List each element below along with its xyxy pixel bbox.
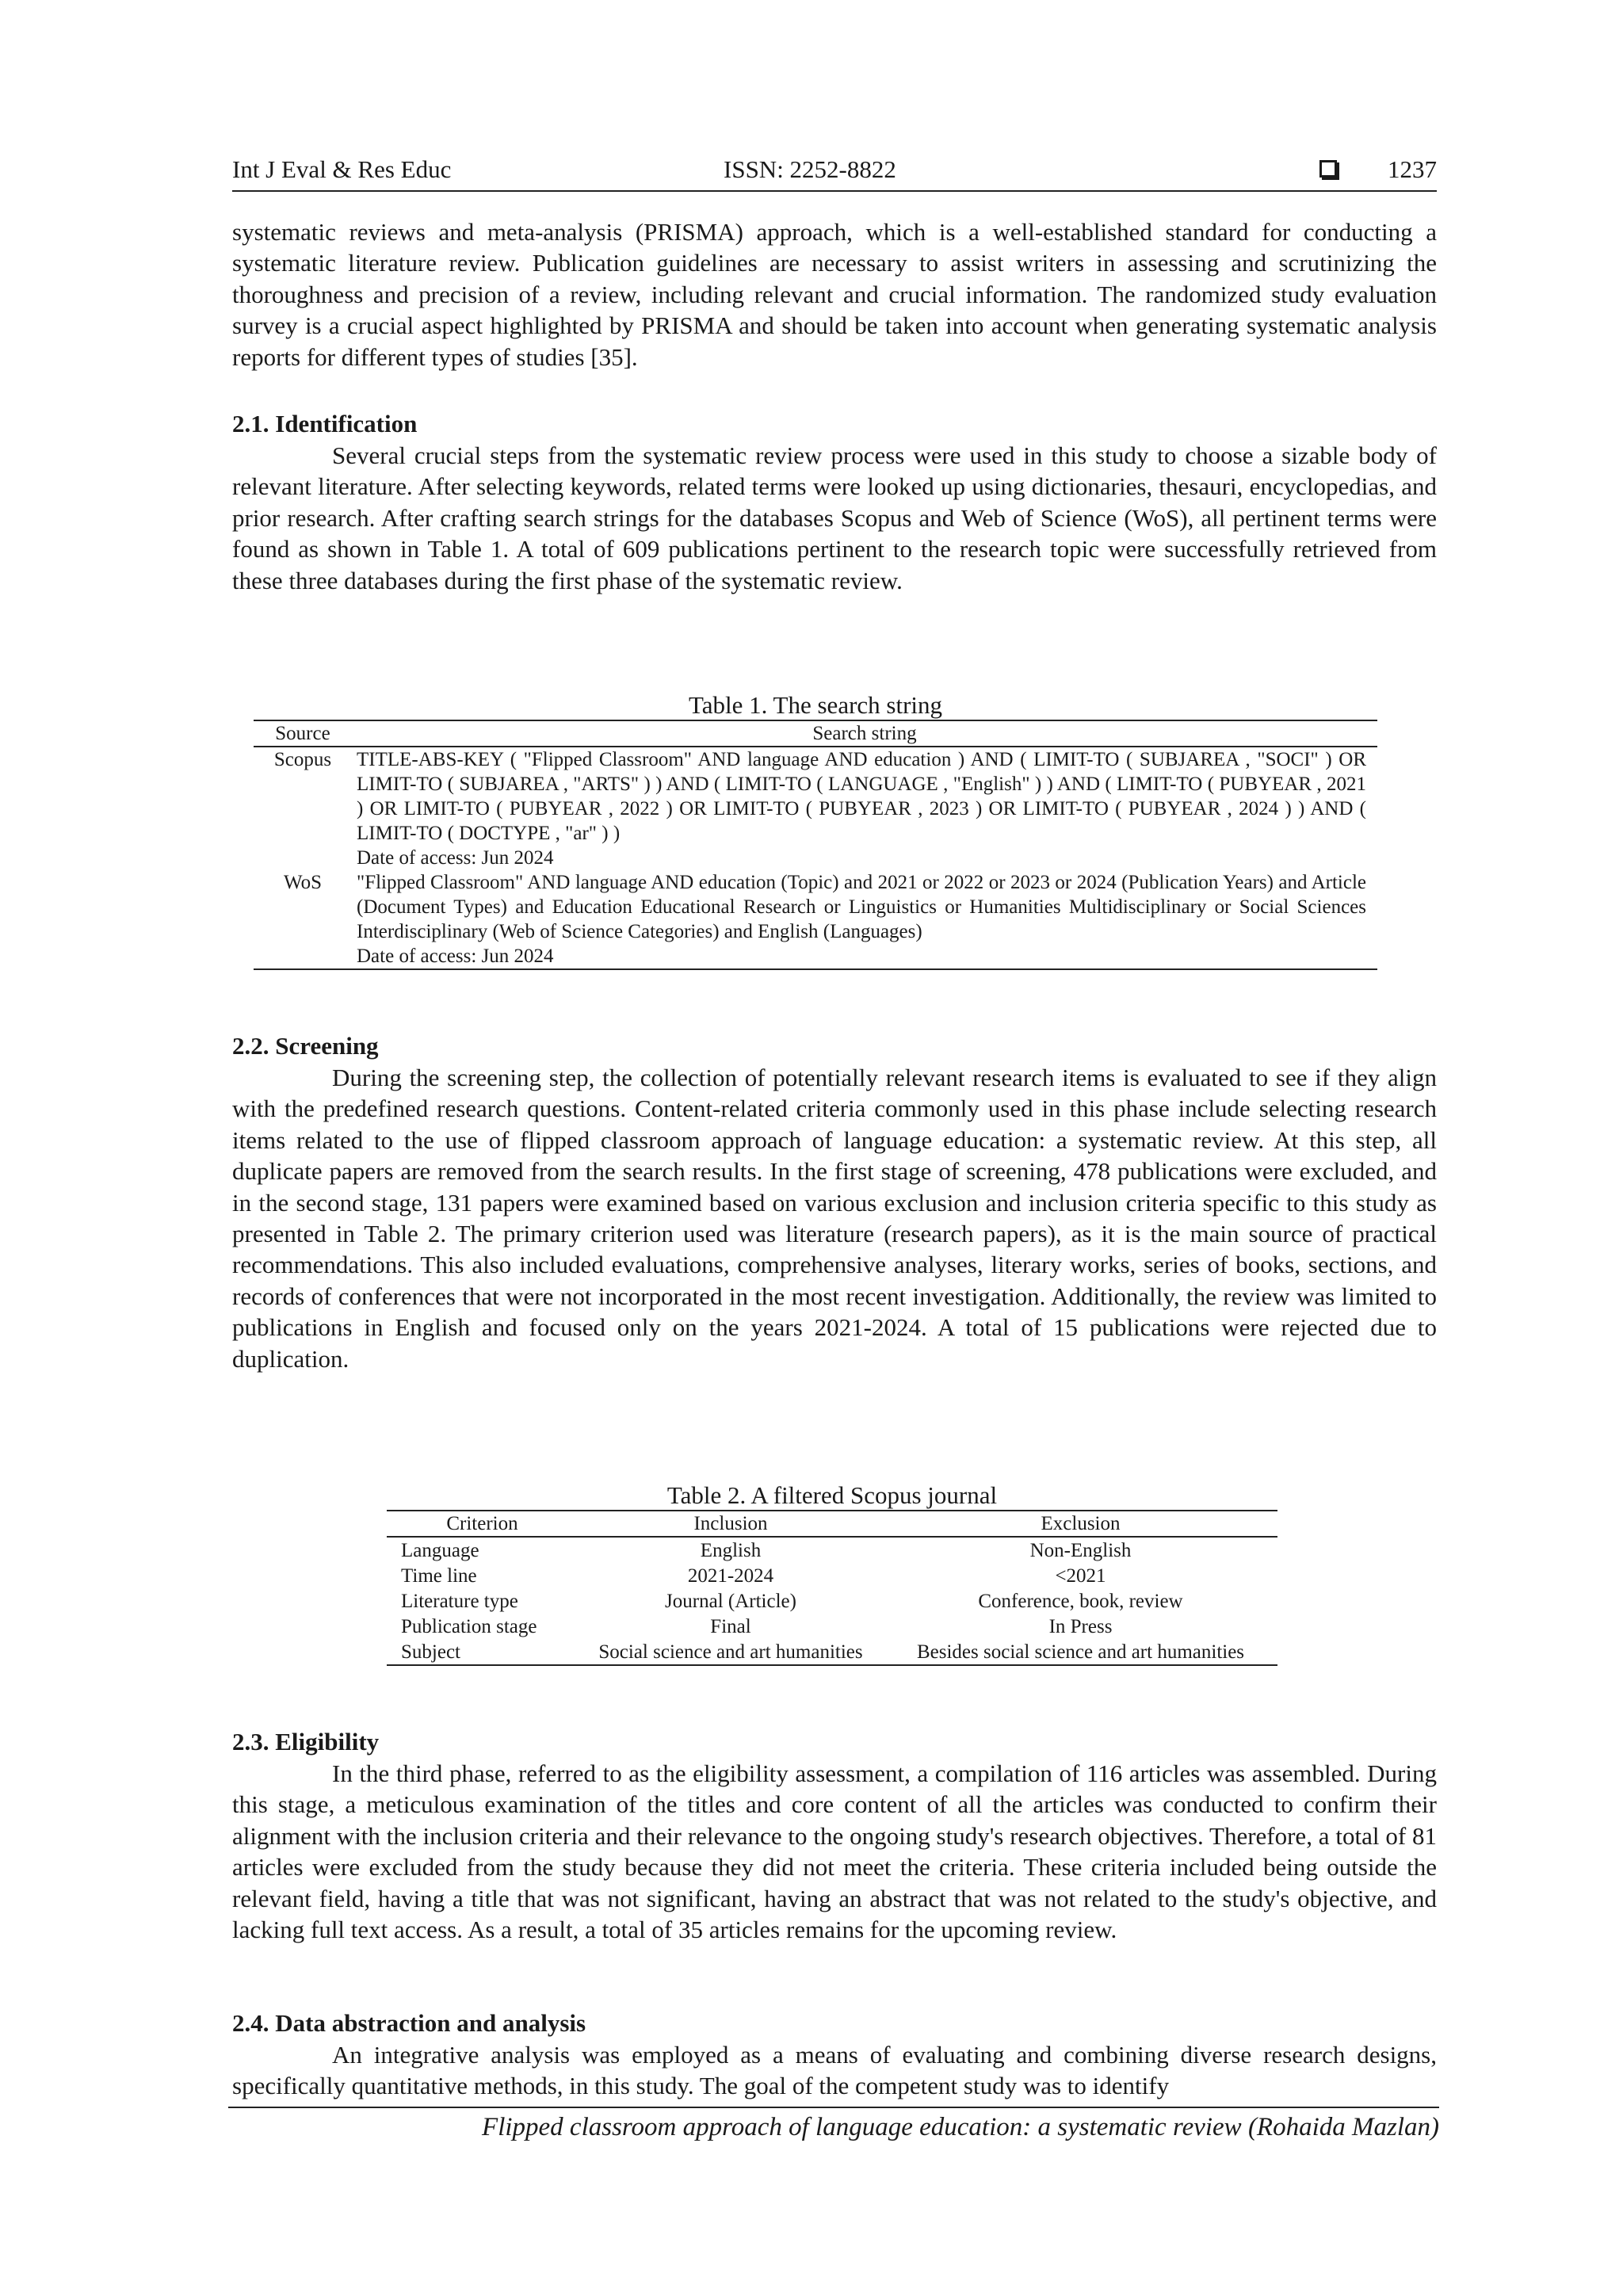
table-cell: Publication stage [401, 1615, 537, 1637]
table-cell-source: Scopus [273, 749, 332, 770]
access-date-text: Date of access: Jun 2024 [357, 946, 554, 967]
section-abstraction [232, 2008, 1437, 2102]
intro-block [232, 216, 1437, 372]
table-cell: Non-English [1029, 1539, 1132, 1561]
table-header-cell: Exclusion [884, 1511, 1277, 1537]
table-cell-source: WoS [284, 872, 322, 893]
search-string-text: "Flipped Classroom" AND language AND education (Topic) and 2021 or 2022 or 2023 or 2024 (Publication Years) and Article (Document Types) and Education Educational Research or Linguistics or Humanities Multidisciplinary or Social Sciences Interdisciplinary (Web of Science Categories) and English (Languages) [357, 872, 1366, 942]
intro-paragraph: systematic reviews and meta-analysis (PRISMA) approach, which is a well-established standard for conducting a systematic literature review. Publication guidelines are necessary to assist writers in assessing and scrutinizing the thoroughness and precision of a review, including relevant and crucial information. The randomized study evaluation survey is a crucial aspect highlighted by PRISMA and should be taken into account when generating systematic analysis reports for different types of studies [35]. [232, 218, 1437, 371]
table-cell: <2021 [1055, 1564, 1106, 1587]
table-row [387, 1563, 1277, 1588]
section-heading-eligibility: 2.3. Eligibility [232, 1728, 380, 1755]
search-string-text: TITLE-ABS-KEY ( "Flipped Classroom" AND language AND education ) AND ( LIMIT-TO ( SUBJAREA , "SOCI" ) OR LIMIT-TO ( SUBJAREA , "ARTS" ) ) AND ( LIMIT-TO ( LANGUAGE , "English" ) ) AND ( LIMIT-TO ( PUBYEAR , 2021 ) OR LIMIT-TO ( PUBYEAR , 2022 ) OR LIMIT-TO ( PUBYEAR , 2023 ) OR LIMIT-TO ( PUBYEAR , 2024 ) ) AND ( LIMIT-TO ( DOCTYPE , "ar" ) ) [357, 749, 1366, 844]
table-header-cell: Search string [352, 720, 1377, 747]
issn: ISSN: 2252-8822 [724, 155, 896, 183]
access-date-text: Date of access: Jun 2024 [357, 847, 554, 869]
search-string-table [254, 720, 1377, 970]
table-cell-search-string [352, 747, 1377, 870]
page-number: 1237 [1388, 155, 1437, 183]
table-cell: Conference, book, review [978, 1590, 1183, 1612]
section-identification [232, 408, 1437, 596]
section-heading-identification: 2.1. Identification [232, 410, 418, 437]
section-eligibility [232, 1726, 1437, 1945]
square-bullet-icon [1319, 160, 1337, 178]
table2-caption: Table 2. A filtered Scopus journal [666, 1481, 998, 1509]
abstraction-paragraph: An integrative analysis was employed as a means of evaluating and combining diverse research designs, specifically quantitative methods, in this study. The goal of the competent study was to identify [232, 2041, 1437, 2100]
eligibility-paragraph: In the third phase, referred to as the eligibility assessment, a compilation of 116 articles was assembled. During this stage, a meticulous examination of the titles and core content of all the articles was conducted to confirm their alignment with the inclusion criteria and their relevance to the ongoing study's research objectives. Therefore, a total of 81 articles were excluded from the study because they did not meet the criteria. These criteria included being outside the relevant field, having a title that was not significant, having an abstract that was not related to the study's objective, and lacking full text access. As a result, a total of 35 articles remains for the upcoming review. [232, 1759, 1437, 1944]
table-row [387, 1639, 1277, 1665]
table-row [387, 1537, 1277, 1563]
table-cell: 2021-2024 [687, 1564, 774, 1587]
table-cell: Language [401, 1539, 479, 1561]
table-header-cell: Criterion [387, 1511, 578, 1537]
table-header-row [254, 720, 1377, 747]
section-heading-abstraction: 2.4. Data abstraction and analysis [232, 2009, 586, 2037]
table-header-cell: Inclusion [578, 1511, 884, 1537]
table-row [254, 870, 1377, 969]
table-cell: Social science and art humanities [598, 1641, 863, 1663]
footer-rule [228, 2107, 1439, 2108]
table-cell: Besides social science and art humanities [916, 1641, 1245, 1663]
table-header-row [387, 1511, 1277, 1537]
table-cell-search-string [352, 870, 1377, 969]
table-row [254, 747, 1377, 870]
table-cell: Time line [401, 1564, 477, 1587]
running-header [232, 155, 1437, 192]
table-row [387, 1614, 1277, 1639]
screening-paragraph: During the screening step, the collection of potentially relevant research items is evaluated to see if they align with the predefined research questions. Content-related criteria commonly used in this phase include selecting research items related to the use of flipped classroom approach of language education: a systematic review. At this step, all duplicate papers are removed from the search results. In the first stage of screening, 478 publications were excluded, and in the second stage, 131 papers were examined based on various exclusion and inclusion criteria specific to this study as presented in Table 2. The primary criterion used was literature (research papers), as it is the main source of practical recommendations. This also included evaluations, comprehensive analyses, literary works, series of books, sections, and records of conferences that were not incorporated in the most recent investigation. Additionally, the review was limited to publications in English and focused only on the years 2021-2024. A total of 15 publications were rejected due to duplication. [232, 1064, 1437, 1373]
table-cell: Subject [401, 1641, 460, 1663]
table-header-cell: Source [254, 720, 352, 747]
table-row [387, 1588, 1277, 1614]
table-cell: Literature type [401, 1590, 518, 1612]
table-cell: In Press [1048, 1615, 1113, 1637]
filter-criteria-table [387, 1510, 1277, 1666]
table1-caption: Table 1. The search string [688, 691, 943, 719]
table-cell: English [700, 1539, 762, 1561]
identification-paragraph: Several crucial steps from the systematic review process were used in this study to choose a sizable body of relevant literature. After selecting keywords, related terms were looked up using dictionaries, thesauri, encyclopedias, and prior research. After crafting search strings for the databases Scopus and Web of Science (WoS), all pertinent terms were found as shown in Table 1. A total of 609 publications pertinent to the research topic were successfully retrieved from these three databases during the first phase of the systematic review. [232, 441, 1437, 594]
running-title: Flipped classroom approach of language education: a systematic review (Rohaida Mazlan) [482, 2113, 1439, 2141]
table-cell: Journal (Article) [665, 1590, 796, 1612]
journal-name: Int J Eval & Res Educ [232, 155, 452, 183]
section-screening [232, 1030, 1437, 1374]
section-heading-screening: 2.2. Screening [232, 1032, 379, 1060]
table-cell: Final [710, 1615, 751, 1637]
